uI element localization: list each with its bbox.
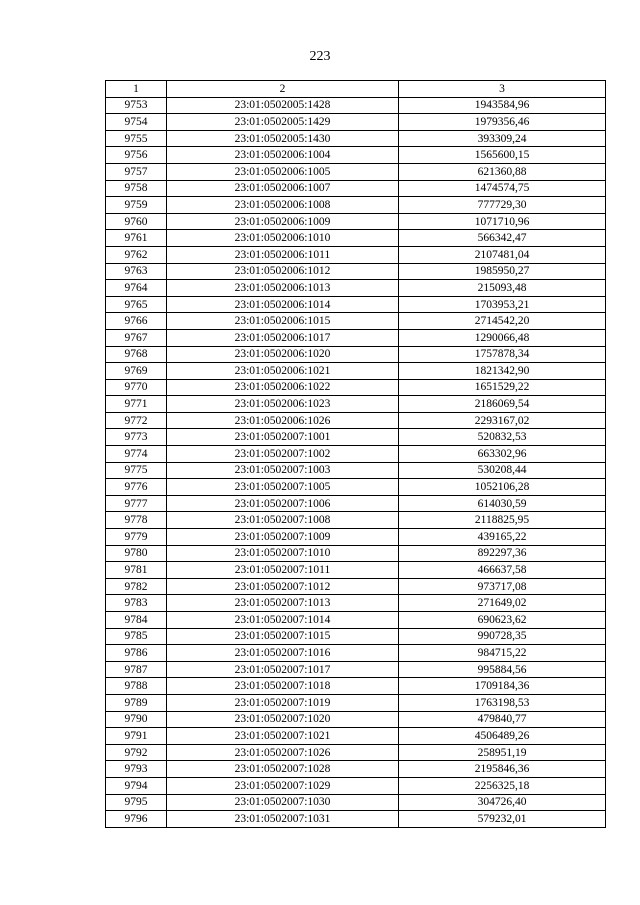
value-cell: 2118825,95	[399, 512, 606, 529]
value-cell: 466637,58	[399, 562, 606, 579]
table-row	[106, 147, 606, 164]
row-number-cell: 9766	[106, 313, 167, 330]
row-number-cell: 9770	[106, 379, 167, 396]
row-number-cell: 9754	[106, 114, 167, 131]
table-row	[106, 329, 606, 346]
cadastral-number-cell: 23:01:0502007:1006	[167, 495, 399, 512]
row-number-cell: 9767	[106, 329, 167, 346]
value-cell: 1290066,48	[399, 329, 606, 346]
row-number-cell: 9765	[106, 296, 167, 313]
value-cell: 777729,30	[399, 197, 606, 214]
row-number-cell: 9758	[106, 180, 167, 197]
value-cell: 973717,08	[399, 578, 606, 595]
table-row	[106, 529, 606, 546]
cadastral-number-cell: 23:01:0502007:1021	[167, 728, 399, 745]
cadastral-number-cell: 23:01:0502006:1026	[167, 412, 399, 429]
row-number-cell: 9768	[106, 346, 167, 363]
cadastral-number-cell: 23:01:0502007:1016	[167, 645, 399, 662]
table-row	[106, 744, 606, 761]
value-cell: 1709184,36	[399, 678, 606, 695]
value-cell: 566342,47	[399, 230, 606, 247]
row-number-cell: 9773	[106, 429, 167, 446]
table-row	[106, 512, 606, 529]
cadastral-number-cell: 23:01:0502007:1017	[167, 661, 399, 678]
cadastral-number-cell: 23:01:0502007:1010	[167, 545, 399, 562]
value-cell: 1474574,75	[399, 180, 606, 197]
cadastral-number-cell: 23:01:0502006:1010	[167, 230, 399, 247]
cadastral-number-cell: 23:01:0502005:1430	[167, 130, 399, 147]
table-row	[106, 562, 606, 579]
table-row	[106, 313, 606, 330]
table-row	[106, 645, 606, 662]
cadastral-number-cell: 23:01:0502007:1013	[167, 595, 399, 612]
table-row	[106, 230, 606, 247]
value-cell: 1821342,90	[399, 363, 606, 380]
value-cell: 271649,02	[399, 595, 606, 612]
table-row	[106, 412, 606, 429]
cadastral-number-cell: 23:01:0502007:1020	[167, 711, 399, 728]
cadastral-number-cell: 23:01:0502007:1009	[167, 529, 399, 546]
table-row	[106, 595, 606, 612]
row-number-cell: 9783	[106, 595, 167, 612]
row-number-cell: 9785	[106, 628, 167, 645]
row-number-cell: 9796	[106, 811, 167, 828]
value-cell: 2186069,54	[399, 396, 606, 413]
value-cell: 663302,96	[399, 446, 606, 463]
table-row	[106, 396, 606, 413]
row-number-cell: 9772	[106, 412, 167, 429]
row-number-cell: 9763	[106, 263, 167, 280]
row-number-cell: 9777	[106, 495, 167, 512]
row-number-cell: 9788	[106, 678, 167, 695]
row-number-cell: 9794	[106, 777, 167, 794]
value-cell: 530208,44	[399, 462, 606, 479]
value-cell: 2256325,18	[399, 777, 606, 794]
row-number-cell: 9778	[106, 512, 167, 529]
value-cell: 1943584,96	[399, 97, 606, 114]
table-row	[106, 628, 606, 645]
cadastral-number-cell: 23:01:0502007:1031	[167, 811, 399, 828]
value-cell: 2293167,02	[399, 412, 606, 429]
value-cell: 4506489,26	[399, 728, 606, 745]
table-row	[106, 811, 606, 828]
value-cell: 393309,24	[399, 130, 606, 147]
row-number-cell: 9789	[106, 694, 167, 711]
row-number-cell: 9774	[106, 446, 167, 463]
row-number-cell: 9762	[106, 246, 167, 263]
row-number-cell: 9769	[106, 363, 167, 380]
cadastral-number-cell: 23:01:0502007:1028	[167, 761, 399, 778]
table-row	[106, 495, 606, 512]
value-cell: 1565600,15	[399, 147, 606, 164]
row-number-cell: 9786	[106, 645, 167, 662]
value-cell: 984715,22	[399, 645, 606, 662]
table-row	[106, 661, 606, 678]
cadastral-number-cell: 23:01:0502007:1014	[167, 612, 399, 629]
value-cell: 892297,36	[399, 545, 606, 562]
cadastral-number-cell: 23:01:0502007:1029	[167, 777, 399, 794]
row-number-cell: 9760	[106, 213, 167, 230]
column-header-1: 1	[106, 81, 167, 98]
table-row	[106, 263, 606, 280]
cadastral-number-cell: 23:01:0502006:1005	[167, 163, 399, 180]
header-row	[106, 81, 606, 98]
table-row	[106, 545, 606, 562]
row-number-cell: 9782	[106, 578, 167, 595]
cadastral-number-cell: 23:01:0502006:1004	[167, 147, 399, 164]
table-row	[106, 213, 606, 230]
table-row	[106, 197, 606, 214]
cadastral-number-cell: 23:01:0502007:1030	[167, 794, 399, 811]
table-row	[106, 578, 606, 595]
cadastral-number-cell: 23:01:0502006:1022	[167, 379, 399, 396]
value-cell: 579232,01	[399, 811, 606, 828]
table-row	[106, 296, 606, 313]
table-row	[106, 446, 606, 463]
row-number-cell: 9792	[106, 744, 167, 761]
table-row	[106, 711, 606, 728]
value-cell: 1757878,34	[399, 346, 606, 363]
cadastral-number-cell: 23:01:0502007:1019	[167, 694, 399, 711]
value-cell: 1763198,53	[399, 694, 606, 711]
cadastral-number-cell: 23:01:0502007:1015	[167, 628, 399, 645]
table-header	[106, 81, 606, 98]
data-table	[105, 80, 606, 828]
value-cell: 1071710,96	[399, 213, 606, 230]
value-cell: 621360,88	[399, 163, 606, 180]
column-header-2: 2	[167, 81, 399, 98]
value-cell: 479840,77	[399, 711, 606, 728]
row-number-cell: 9791	[106, 728, 167, 745]
table-row	[106, 794, 606, 811]
table-body	[106, 97, 606, 827]
row-number-cell: 9764	[106, 280, 167, 297]
cadastral-number-cell: 23:01:0502006:1023	[167, 396, 399, 413]
value-cell: 990728,35	[399, 628, 606, 645]
cadastral-number-cell: 23:01:0502006:1015	[167, 313, 399, 330]
table-row	[106, 678, 606, 695]
cadastral-number-cell: 23:01:0502007:1005	[167, 479, 399, 496]
table-row	[106, 479, 606, 496]
value-cell: 520832,53	[399, 429, 606, 446]
value-cell: 1651529,22	[399, 379, 606, 396]
table-row	[106, 180, 606, 197]
table-row	[106, 379, 606, 396]
row-number-cell: 9775	[106, 462, 167, 479]
row-number-cell: 9790	[106, 711, 167, 728]
column-header-3: 3	[399, 81, 606, 98]
table-row	[106, 429, 606, 446]
table-row	[106, 280, 606, 297]
value-cell: 439165,22	[399, 529, 606, 546]
table-row	[106, 163, 606, 180]
cadastral-number-cell: 23:01:0502005:1429	[167, 114, 399, 131]
cadastral-number-cell: 23:01:0502007:1003	[167, 462, 399, 479]
table-row	[106, 728, 606, 745]
cadastral-number-cell: 23:01:0502006:1012	[167, 263, 399, 280]
row-number-cell: 9753	[106, 97, 167, 114]
cadastral-number-cell: 23:01:0502007:1001	[167, 429, 399, 446]
row-number-cell: 9761	[106, 230, 167, 247]
cadastral-number-cell: 23:01:0502007:1018	[167, 678, 399, 695]
cadastral-number-cell: 23:01:0502006:1009	[167, 213, 399, 230]
row-number-cell: 9755	[106, 130, 167, 147]
cadastral-number-cell: 23:01:0502006:1011	[167, 246, 399, 263]
page-number: 223	[309, 49, 331, 64]
table-row	[106, 346, 606, 363]
row-number-cell: 9784	[106, 612, 167, 629]
table-row	[106, 612, 606, 629]
cadastral-number-cell: 23:01:0502007:1008	[167, 512, 399, 529]
row-number-cell: 9780	[106, 545, 167, 562]
cadastral-number-cell: 23:01:0502006:1020	[167, 346, 399, 363]
value-cell: 2195846,36	[399, 761, 606, 778]
row-number-cell: 9793	[106, 761, 167, 778]
value-cell: 614030,59	[399, 495, 606, 512]
table-row	[106, 694, 606, 711]
cadastral-number-cell: 23:01:0502006:1014	[167, 296, 399, 313]
cadastral-number-cell: 23:01:0502006:1017	[167, 329, 399, 346]
value-cell: 690623,62	[399, 612, 606, 629]
cadastral-number-cell: 23:01:0502007:1011	[167, 562, 399, 579]
row-number-cell: 9781	[106, 562, 167, 579]
row-number-cell: 9757	[106, 163, 167, 180]
cadastral-number-cell: 23:01:0502006:1013	[167, 280, 399, 297]
table-row	[106, 130, 606, 147]
table-row	[106, 114, 606, 131]
table-row	[106, 363, 606, 380]
cadastral-number-cell: 23:01:0502006:1008	[167, 197, 399, 214]
table-row	[106, 777, 606, 794]
table-row	[106, 462, 606, 479]
table-row	[106, 97, 606, 114]
cadastral-number-cell: 23:01:0502007:1026	[167, 744, 399, 761]
cadastral-number-cell: 23:01:0502005:1428	[167, 97, 399, 114]
value-cell: 1703953,21	[399, 296, 606, 313]
value-cell: 2107481,04	[399, 246, 606, 263]
row-number-cell: 9787	[106, 661, 167, 678]
value-cell: 258951,19	[399, 744, 606, 761]
table-row	[106, 761, 606, 778]
cadastral-number-cell: 23:01:0502006:1021	[167, 363, 399, 380]
row-number-cell: 9759	[106, 197, 167, 214]
cadastral-number-cell: 23:01:0502007:1012	[167, 578, 399, 595]
cadastral-number-cell: 23:01:0502007:1002	[167, 446, 399, 463]
table-row	[106, 246, 606, 263]
row-number-cell: 9771	[106, 396, 167, 413]
value-cell: 304726,40	[399, 794, 606, 811]
value-cell: 215093,48	[399, 280, 606, 297]
value-cell: 1979356,46	[399, 114, 606, 131]
row-number-cell: 9795	[106, 794, 167, 811]
value-cell: 2714542,20	[399, 313, 606, 330]
row-number-cell: 9779	[106, 529, 167, 546]
value-cell: 1052106,28	[399, 479, 606, 496]
cadastral-number-cell: 23:01:0502006:1007	[167, 180, 399, 197]
value-cell: 1985950,27	[399, 263, 606, 280]
value-cell: 995884,56	[399, 661, 606, 678]
row-number-cell: 9776	[106, 479, 167, 496]
row-number-cell: 9756	[106, 147, 167, 164]
